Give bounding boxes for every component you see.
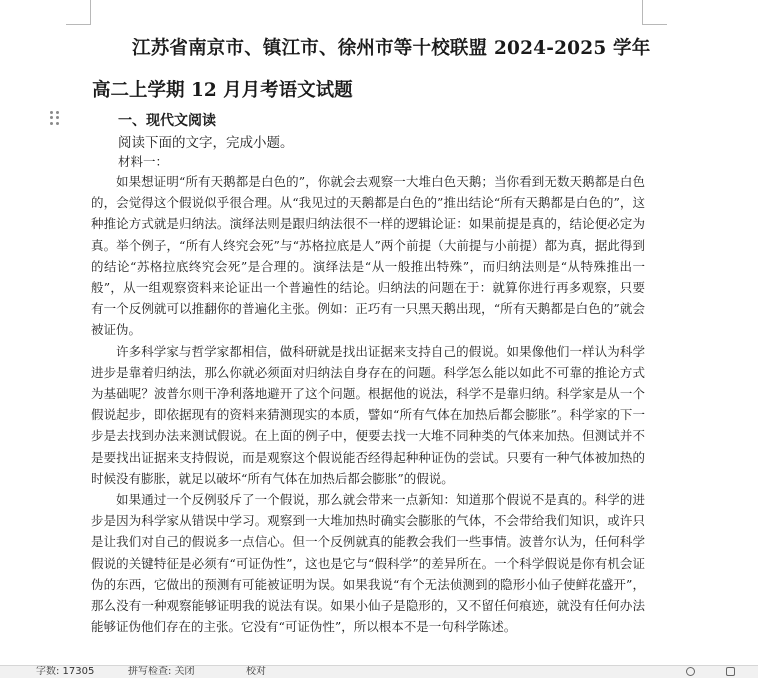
reading-instruction: 阅读下面的文字，完成小题。: [118, 135, 294, 151]
page-corner-mark-left: [66, 0, 91, 25]
eye-protection-icon[interactable]: [686, 667, 695, 676]
passage-paragraph: 如果想证明“所有天鹅都是白色的”，你就会去观察一大堆白色天鹅；当你看到无数天鹅都是白色的，会觉得这个假说似乎很合理。从“我见过的天鹅都是白色的”推出结论“所有天鹅都是白色的”，这种推论方式就是归纳法。演绎法则是跟归纳法很不一样的逻辑论证：如果前提是真的，结论便必定为真。举个例子，“所有人终究会死”与“苏格拉底是人”两个前提（大前提与小前提）都为真，据此得到的结论“苏格拉底终究会死”是合理的。演绎法是“从一般推出特殊”，而归纳法则是“从特殊推出一般”，从一组观察资料来论证出一个普遍性的结论。归纳法的问题在于：就算你进行再多观察，只要有一个反例就可以推翻你的普遍化主张。例如：正巧有一只黑天鹅出现，“所有天鹅都是白色的”就会被证伪。: [91, 174, 645, 338]
material-label: 材料一：: [118, 154, 169, 169]
document-title-line2: 高二上学期 12 月月考语文试题: [92, 80, 353, 101]
paragraph-drag-handle-icon[interactable]: [50, 111, 60, 125]
section-heading: 一、现代文阅读: [118, 113, 216, 129]
spell-check-status[interactable]: 拼写检查: 关闭: [128, 666, 195, 677]
page-corner-mark-right: [642, 0, 667, 25]
proofread-button[interactable]: 校对: [246, 666, 266, 677]
passage-body: [91, 171, 645, 637]
word-count[interactable]: 字数: 17305: [36, 666, 95, 677]
passage-paragraph: 如果通过一个反例驳斥了一个假说，那么就会带来一点新知：知道那个假说不是真的。科学的进步是因为科学家从错误中学习。观察到一大堆加热时确实会膨胀的气体，不会带给我们知识，或许只是让我们对自己的假说多一点信心。但一个反例就真的能教会我们一些事情。波普尔认为，任何科学假说的关键特征是必须有“可证伪性”，这也是它与“假科学”的差异所在。一个科学假说是你有机会证伪的东西，它做出的预测有可能被证明为误。如果我说“有个无法侦测到的隐形小仙子使鲜花盛开”，那么没有一种观察能够证明我的说法有误。如果小仙子是隐形的，又不留任何痕迹，就没有任何办法能够证伪他们存在的主张。它没有“可证伪性”，所以根本不是一句科学陈述。: [91, 492, 645, 635]
page-view-icon[interactable]: [726, 667, 735, 676]
status-bar: [0, 665, 758, 678]
document-title-line1: 江苏省南京市、镇江市、徐州市等十校联盟 2024-2025 学年: [132, 38, 651, 59]
passage-paragraph: 许多科学家与哲学家都相信，做科研就是找出证据来支持自己的假说。如果像他们一样认为科学进步是靠着归纳法，那么你就必须面对归纳法自身存在的问题。科学怎么能以如此不可靠的推论方式为基础呢？波普尔则干净利落地避开了这个问题。根据他的说法，科学不是靠归纳。科学家是从一个假说起步，即依据现有的资料来猜测现实的本质，譬如“所有气体在加热后都会膨胀”。科学家的下一步是去找到办法来测试假说。在上面的例子中，便要去找一大堆不同种类的气体来加热。但测试并不是要找出证据来支持假说，而是观察这个假说能否经得起种种证伪的尝试。只要有一种气体被加热的时候没有膨胀，就足以破坏“所有气体在加热后都会膨胀”的假说。: [91, 343, 645, 486]
